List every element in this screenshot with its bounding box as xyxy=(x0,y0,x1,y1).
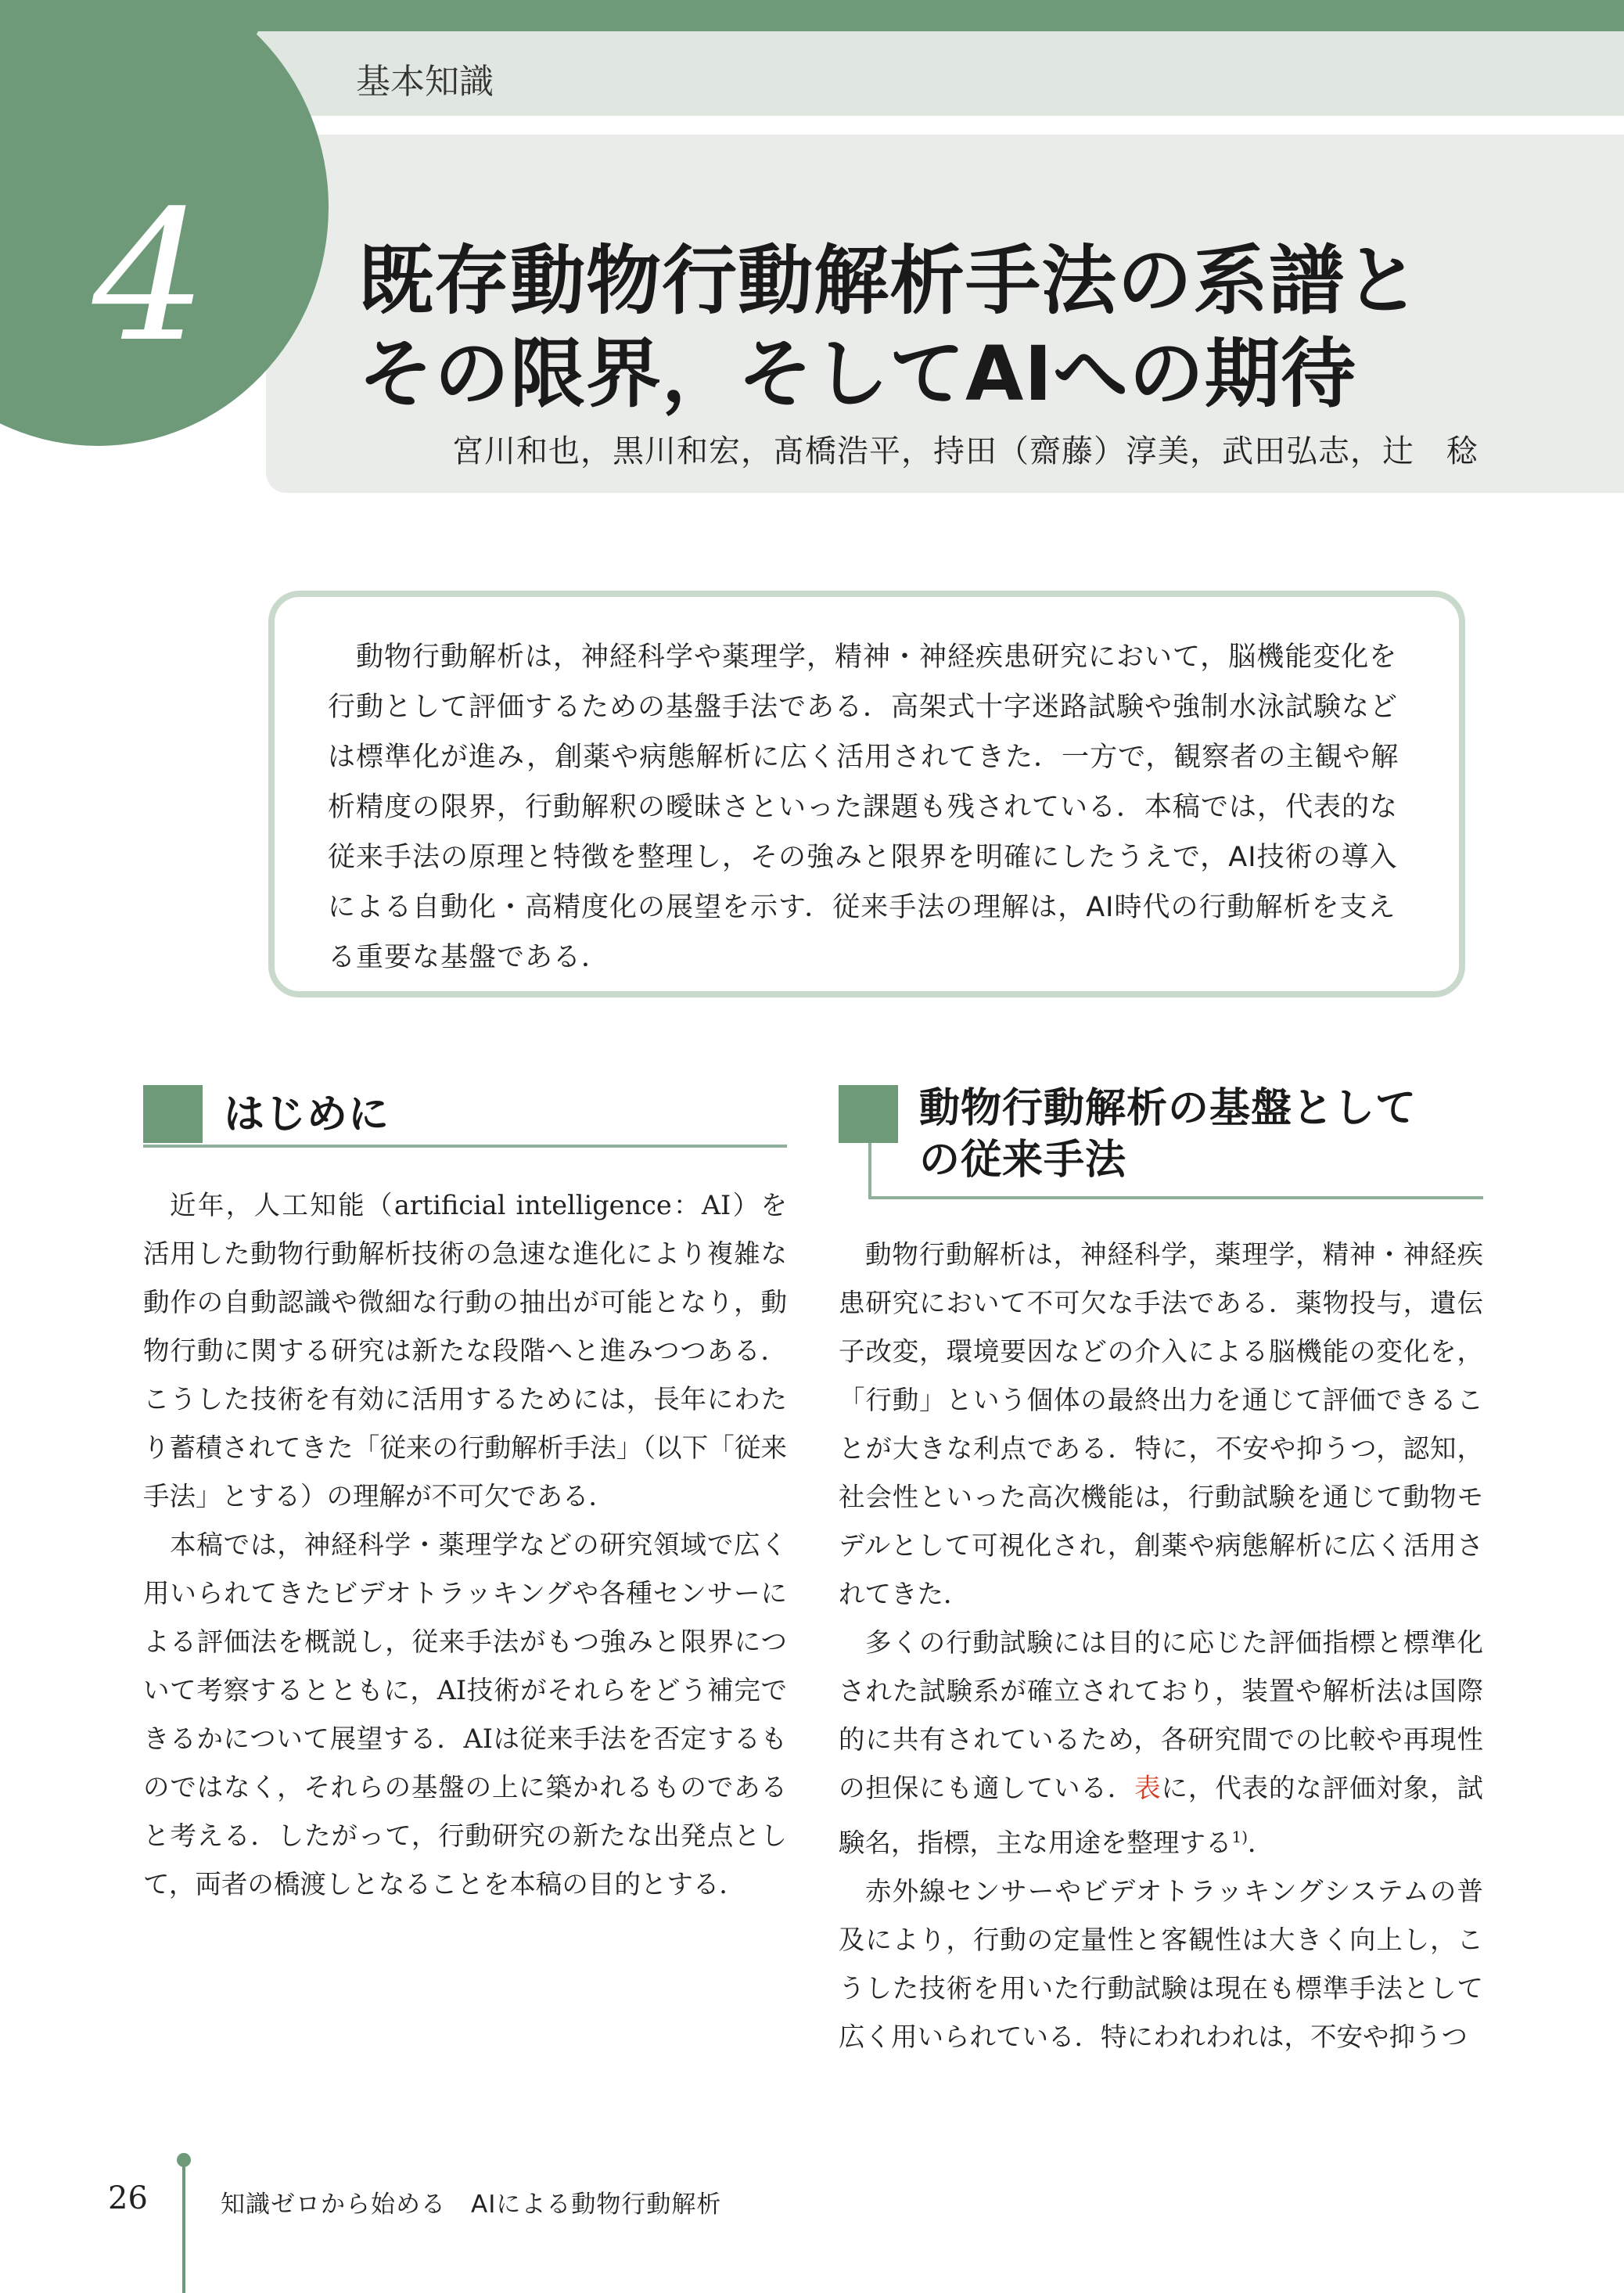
section-heading-marker xyxy=(839,1085,898,1143)
section-heading-introduction: はじめに xyxy=(224,1091,390,1138)
section-heading-vertical-rule xyxy=(868,1143,871,1199)
article-title-line-1: 既存動物行動解析手法の系譜と xyxy=(358,237,1421,325)
article-title-line-2: その限界，そしてAIへの期待 xyxy=(358,330,1357,418)
section-heading-line: の従来手法 xyxy=(919,1137,1127,1184)
footer-rule xyxy=(182,2161,185,2293)
right-column xyxy=(839,1231,1483,2061)
section-heading-conventional-methods xyxy=(919,1083,1417,1186)
abstract-box xyxy=(268,591,1465,997)
page-number: 26 xyxy=(108,2180,148,2216)
abstract-text: 動物行動解析は，神経科学や薬理学，精神・神経疾患研究において，脳機能変化を行動として評価するための基盤手法である．高架式十字迷路試験や強制水泳試験などは標準化が進み，創薬や病態解析に広く活用されてきた．一方で，観察者の主観や解析精度の限界，行動解釈の曖昧さといった課題も残されている．本稿では，代表的な従来手法の原理と特徴を整理し，その強みと限界を明確にしたうえで，AI技術の導入による自動化・高精度化の展望を示す．従来手法の理解は，AI時代の行動解析を支える重要な基盤である． xyxy=(328,642,1399,973)
left-column xyxy=(143,1181,787,1909)
section-heading-rule xyxy=(143,1145,787,1148)
section-heading-marker xyxy=(143,1085,203,1143)
paragraph: 赤外線センサーやビデオトラッキングシステムの普及により，行動の定量性と客観性は大きく向上し，こうした技術を用いた行動試験は現在も標準手法として広く用いられている．特にわれわれは，不安や抑うつ xyxy=(839,1876,1483,2053)
chapter-number: 4 xyxy=(92,173,207,382)
paragraph xyxy=(839,1619,1483,1867)
section-heading-line: 動物行動解析の基盤として xyxy=(919,1085,1417,1132)
text-run: 多くの行動試験には目的に応じた評価指標と標準化された試験系が確立されており，装置や解析法は国際的に共有されているため，各研究間での比較や再現性の担保にも適している． xyxy=(839,1627,1483,1803)
citation-reference[interactable]: 1) xyxy=(1231,1828,1249,1846)
paragraph: 近年，人工知能（artificial intelligence：AI）を活用した動物行動解析技術の急速な進化により複雑な動作の自動認識や微細な行動の抽出が可能となり，動物行動に関する研究は新たな段階へと進みつつある．こうした技術を有効に活用するためには，長年にわたり蓄積されてきた「従来の行動解析手法」（以下「従来手法」とする）の理解が不可欠である． xyxy=(143,1190,787,1511)
subsection-label: 基本知識 xyxy=(356,62,494,102)
paragraph: 動物行動解析は，神経科学，薬理学，精神・神経疾患研究において不可欠な手法である．薬物投与，遺伝子改変，環境要因などの介入による脳機能の変化を，「行動」という個体の最終出力を通じて評価できることが大きな利点である．特に，不安や抑うつ，認知，社会性といった高次機能は，行動試験を通じて動物モデルとして可視化され，創薬や病態解析に広く活用されてきた． xyxy=(839,1239,1483,1609)
text-run: に，代表的な評価対象，試験名，指標，主な用途を整理する xyxy=(839,1773,1484,1859)
table-reference-link[interactable]: 表 xyxy=(1134,1773,1162,1803)
footer-dot xyxy=(177,2153,191,2167)
section-heading-rule xyxy=(868,1196,1483,1199)
book-title: 知識ゼロから始める AIによる動物行動解析 xyxy=(221,2191,722,2219)
paragraph: 本稿では，神経科学・薬理学などの研究領域で広く用いられてきたビデオトラッキングや各種センサーによる評価法を概説し，従来手法がもつ強みと限界について考察するとともに，AI技術がそれらをどう補完できるかについて展望する．AIは従来手法を否定するものではなく，それらの基盤の上に築かれるものであると考える．したがって，行動研究の新たな出発点として，両者の橋渡しとなることを本稿の目的とする． xyxy=(143,1529,787,1899)
text-run: ． xyxy=(1248,1828,1274,1859)
author-list: 宮川和也，黒川和宏，髙橋浩平，持田（齋藤）淳美，武田弘志，辻 稔 xyxy=(452,433,1478,469)
